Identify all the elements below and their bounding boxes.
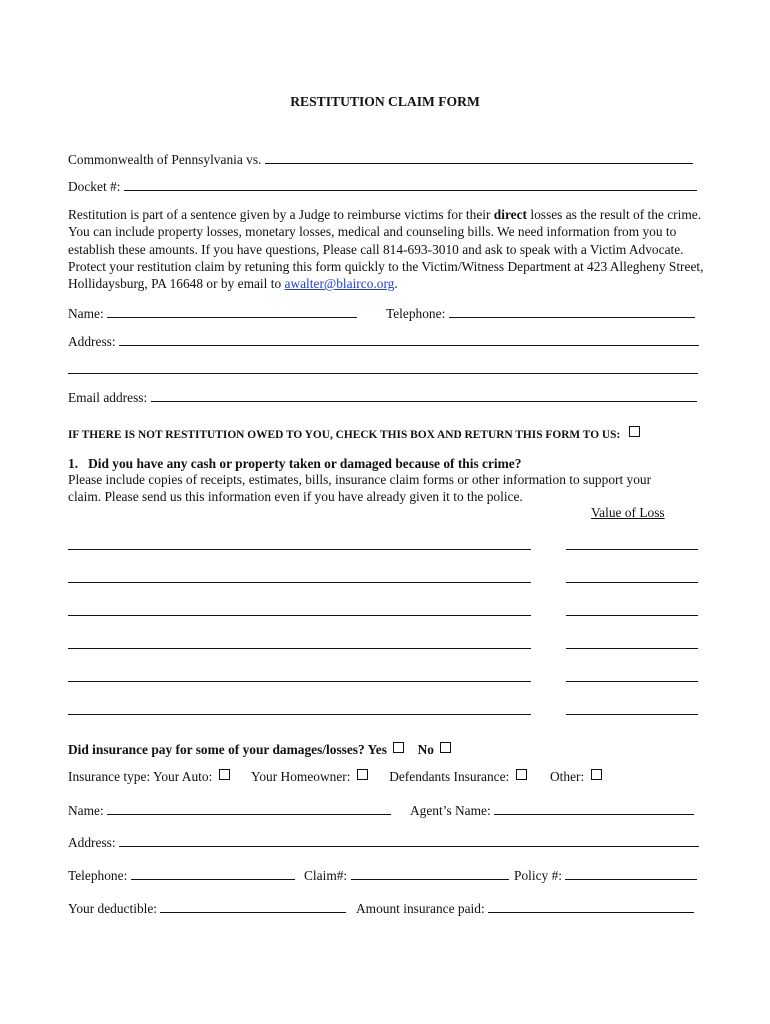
email-label: Email address: <box>68 390 148 405</box>
homeowner-label: Your Homeowner: <box>251 769 351 784</box>
loss-description-field[interactable] <box>68 648 531 649</box>
loss-value-field[interactable] <box>566 615 698 616</box>
deductible-field[interactable] <box>160 899 346 913</box>
q1-instructions-2: claim. Please send us this information even if you have already given it to the police. <box>68 489 523 504</box>
insurance-name-field[interactable] <box>107 801 391 815</box>
name-field[interactable] <box>107 304 357 318</box>
q1-instructions-1: Please include copies of receipts, estimates, bills, insurance claim forms or other information to support your <box>68 472 652 487</box>
docket-row <box>68 177 697 195</box>
agent-name-label: Agent’s Name: <box>410 803 491 818</box>
loss-description-field[interactable] <box>68 681 531 682</box>
insurance-question-row <box>68 742 451 758</box>
email-field[interactable] <box>151 388 697 402</box>
homeowner-checkbox[interactable] <box>357 769 368 780</box>
insurance-no-checkbox[interactable] <box>440 742 451 753</box>
address-label: Address: <box>68 334 116 349</box>
insurance-address-label: Address: <box>68 835 116 850</box>
claim-row <box>304 866 509 884</box>
loss-value-field[interactable] <box>566 582 698 583</box>
other-label: Other: <box>550 769 585 784</box>
intro-bold-direct: direct <box>493 207 528 222</box>
insurance-address-field[interactable] <box>119 833 699 847</box>
loss-value-field[interactable] <box>566 648 698 649</box>
deductible-label: Your deductible: <box>68 901 158 916</box>
claim-label: Claim#: <box>304 868 348 883</box>
commonwealth-label: Commonwealth of Pennsylvania vs. <box>68 152 262 167</box>
intro-paragraph <box>68 206 708 292</box>
defendant-name-field[interactable] <box>265 150 693 164</box>
loss-description-field[interactable] <box>68 549 531 550</box>
intro-text-2: losses as the result of the crime. You can include property losses, monetary losses, medical and counseling bills. We need information from you to establish these amounts. If you have questions, Please call 814-693-3010 and ask to speak with a Victim Advocate. Protect your restitution claim by retuning this form quickly to the Victim/Witness Department at 423 Allegheny Street, Hollidaysburg, PA 16648 or by email to <box>68 207 704 292</box>
loss-description-field[interactable] <box>68 615 531 616</box>
loss-description-field[interactable] <box>68 582 531 583</box>
telephone-field[interactable] <box>449 304 695 318</box>
docket-number-field[interactable] <box>124 177 697 191</box>
email-link[interactable]: awalter@blairco.org <box>284 276 395 292</box>
insurance-address-row <box>68 833 699 851</box>
deductible-row <box>68 899 346 917</box>
amount-paid-label: Amount insurance paid: <box>356 901 485 916</box>
value-of-loss-header: Value of Loss <box>591 505 665 520</box>
loss-value-field[interactable] <box>566 549 698 550</box>
policy-label: Policy #: <box>514 868 562 883</box>
email-row <box>68 388 697 406</box>
address-field-line-2[interactable] <box>68 373 698 374</box>
intro-text-1: Restitution is part of a sentence given by a Judge to reimburse victims for their <box>68 207 494 222</box>
insurance-yes-checkbox[interactable] <box>393 742 404 753</box>
policy-number-field[interactable] <box>565 866 697 880</box>
insurance-telephone-row <box>68 866 295 884</box>
name-row <box>68 304 357 322</box>
policy-row <box>514 866 697 884</box>
agent-row <box>410 801 694 819</box>
address-field[interactable] <box>119 332 699 346</box>
insurance-telephone-label: Telephone: <box>68 868 128 883</box>
auto-checkbox[interactable] <box>219 769 230 780</box>
q1-heading: 1. Did you have any cash or property taken or damaged because of this crime? <box>68 456 522 471</box>
form-title: RESTITUTION CLAIM FORM <box>290 94 480 109</box>
insurance-name-label: Name: <box>68 803 104 818</box>
commonwealth-row <box>68 150 693 168</box>
telephone-row <box>386 304 695 322</box>
name-label: Name: <box>68 306 104 321</box>
claim-number-field[interactable] <box>351 866 509 880</box>
defendants-insurance-label: Defendants Insurance: <box>389 769 510 784</box>
amount-paid-row <box>356 899 694 917</box>
insurance-name-row <box>68 801 391 819</box>
no-restitution-text: IF THERE IS NOT RESTITUTION OWED TO YOU, CHECK THIS BOX AND RETURN THIS FORM TO US: <box>68 429 621 441</box>
loss-value-field[interactable] <box>566 681 698 682</box>
loss-value-field[interactable] <box>566 714 698 715</box>
insurance-type-row <box>68 769 602 785</box>
insurance-no-label: No <box>417 742 434 757</box>
no-restitution-row <box>68 427 640 441</box>
docket-label: Docket #: <box>68 179 121 194</box>
defendants-insurance-checkbox[interactable] <box>516 769 527 780</box>
insurance-question: Did insurance pay for some of your damages/losses? Yes <box>68 742 387 757</box>
insurance-telephone-field[interactable] <box>131 866 295 880</box>
telephone-label: Telephone: <box>386 306 446 321</box>
no-restitution-checkbox[interactable] <box>629 426 640 437</box>
intro-text-3: . <box>394 276 398 292</box>
amount-paid-field[interactable] <box>488 899 694 913</box>
loss-description-field[interactable] <box>68 714 531 715</box>
agent-name-field[interactable] <box>494 801 694 815</box>
address-row <box>68 332 699 350</box>
other-checkbox[interactable] <box>591 769 602 780</box>
insurance-type-label: Insurance type: Your Auto: <box>68 769 213 784</box>
